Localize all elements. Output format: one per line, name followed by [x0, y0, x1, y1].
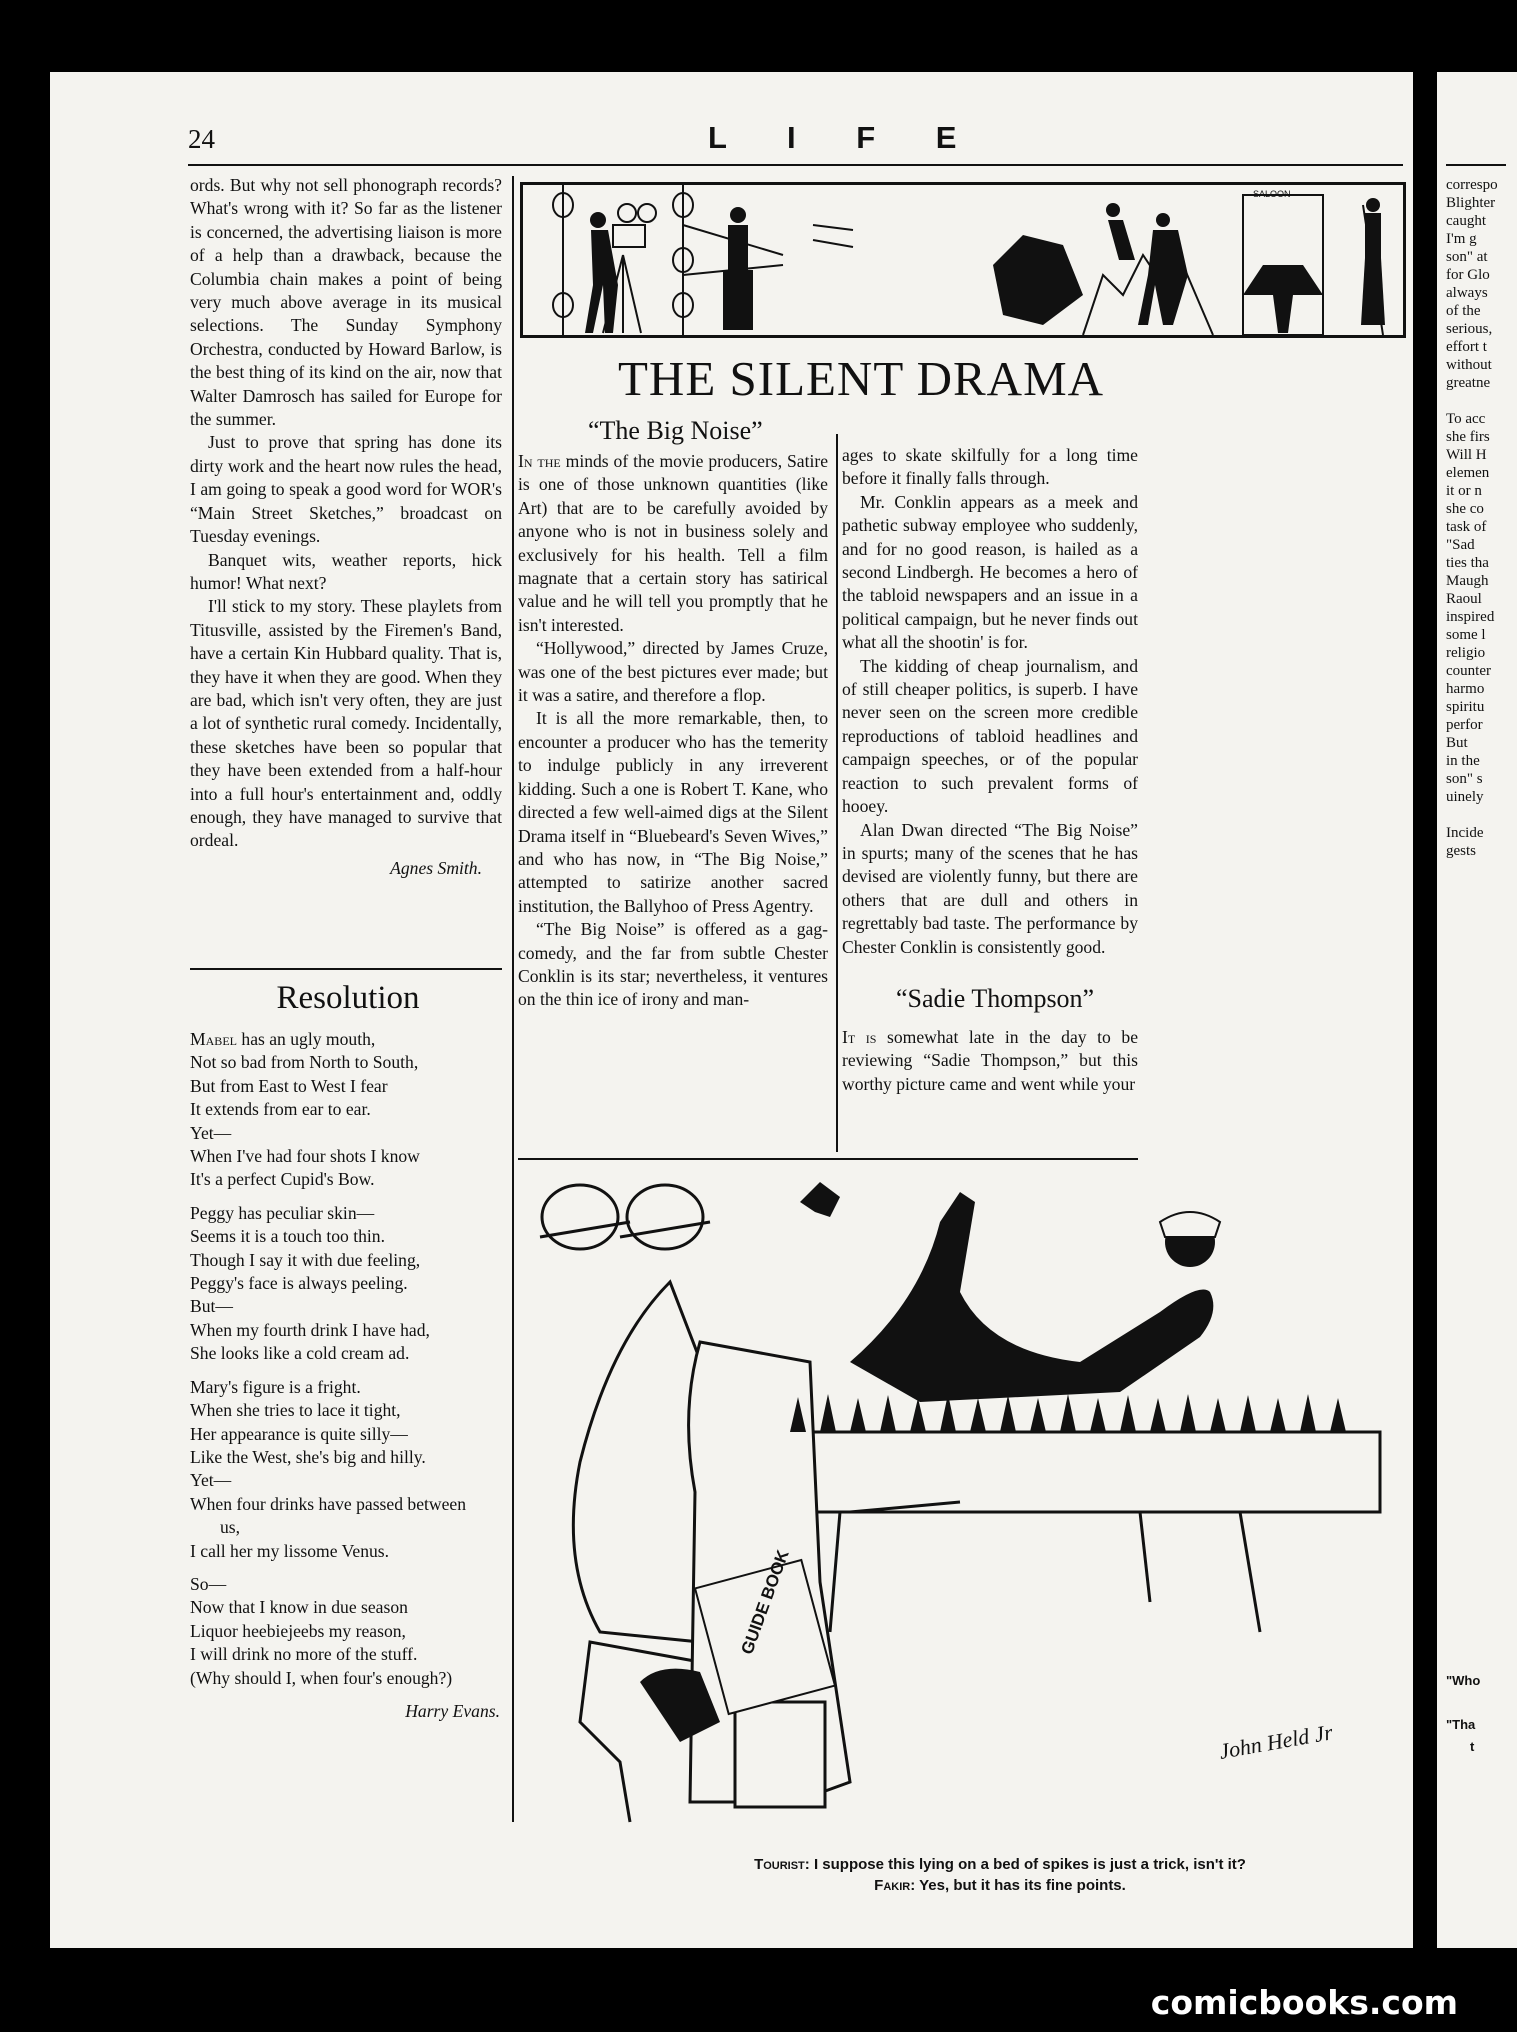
poem-line: When my fourth drink I have had,	[190, 1319, 430, 1340]
adjacent-line: "Tha	[1446, 1717, 1476, 1732]
adjacent-line: harmo	[1446, 681, 1485, 697]
adjacent-line: Will H	[1446, 447, 1487, 463]
adjacent-page-caption	[1446, 1670, 1506, 1758]
poem-signature: Harry Evans.	[405, 1700, 500, 1721]
adjacent-line: effort t	[1446, 339, 1487, 355]
header-rule	[188, 164, 1403, 166]
poem-line: When she tries to lace it tight,	[190, 1400, 401, 1421]
section-title: THE SILENT DRAMA	[618, 351, 1105, 406]
poem-body	[190, 1028, 520, 1723]
poem-line: Seems it is a touch too thin.	[190, 1226, 385, 1247]
adjacent-line: it or n	[1446, 483, 1482, 499]
poem-stanza	[190, 1202, 520, 1366]
poem-line: (Why should I, when four's enough?)	[190, 1667, 453, 1688]
radio-column	[190, 174, 502, 880]
column-rule	[836, 434, 838, 1152]
adjacent-line: she firs	[1446, 429, 1490, 445]
poem-line: Peggy has peculiar skin—	[190, 1202, 375, 1223]
adjacent-line: I'm g	[1446, 231, 1477, 247]
poem-line: us,	[220, 1517, 241, 1538]
adjacent-line: "Who	[1446, 1673, 1481, 1688]
adjacent-line: Incide	[1446, 825, 1484, 841]
radio-paragraph: ords. But why not sell phonograph records? What's wrong with it? So far as the listener is concerned, the advertising liaison is more of a help than a drawback, because the Columbia chain makes a point of being very much above average in its musical selections. The Sunday Symphony Orchestra, conducted by Howard Barlow, is the best thing of its kind on the air, now that Walter Damrosch has sailed for Europe for the summer.	[190, 175, 502, 430]
review-lead: It is	[842, 1027, 877, 1047]
radio-paragraph: Just to prove that spring has done its dirty work and the heart now rules the head, I am going to speak a good word for WOR's “Main Street Sketches,” broadcast on Tuesday evenings.	[190, 432, 502, 547]
adjacent-line: correspo	[1446, 177, 1498, 193]
review-paragraph: It is somewhat late in the day to be reviewing “Sadie Thompson,” but this worthy picture came and went while your	[842, 1027, 1139, 1094]
review-title: “The Big Noise”	[588, 416, 763, 445]
cartoon-caption	[650, 1854, 1350, 1896]
poem-line: So—	[190, 1573, 227, 1594]
adjacent-line: elemen	[1446, 465, 1490, 481]
poem-line: Yet—	[190, 1470, 232, 1491]
adjacent-line: Maugh	[1446, 573, 1489, 589]
review-paragraph: In the minds of the movie producers, Satire is one of those unknown quantities (like Art) that are to be carefully avoided by anyone who is not in business solely and exclusively for his health. Tell a film magnate that a certain story has satirical value and he will tell you promptly that he isn't interested.	[518, 451, 829, 635]
section-divider	[518, 1158, 1138, 1160]
adjacent-line: serious,	[1446, 321, 1493, 337]
guide-book-label: GUIDE BOOK	[737, 1547, 793, 1657]
adjacent-line: gests	[1446, 843, 1476, 859]
movie-set-illustration	[523, 185, 1403, 335]
adjacent-line: ties tha	[1446, 555, 1489, 571]
poem-title: Resolution	[276, 980, 420, 1016]
movie-set-banner	[520, 182, 1406, 338]
adjacent-line: Raoul	[1446, 591, 1482, 607]
poem-line: Like the West, she's big and hilly.	[190, 1446, 426, 1467]
radio-paragraph: Banquet wits, weather reports, hick humor! What next?	[190, 549, 502, 593]
poem-line: Yet—	[190, 1122, 232, 1143]
adjacent-line: in the	[1446, 753, 1480, 769]
caption-speaker: Tourist:	[754, 1856, 810, 1873]
poem-line: When I've had four shots I know	[190, 1146, 420, 1167]
page-gutter	[1413, 72, 1437, 1948]
magazine-page	[50, 72, 1498, 1948]
adjacent-line: son" at	[1446, 249, 1488, 265]
review-paragraph: It is all the more remarkable, then, to encounter a producer who has the temerity to indulge publicly in any irreverent kidding. Such a one is Robert T. Kane, who directed a few well-aimed digs at the Silent Drama itself in “Bluebeard's Seven Wives,” and who has now, in “The Big Noise,” attempted to satirize another sacred institution, the Ballyhoo of Press Agentry.	[518, 708, 828, 916]
adjacent-line: without	[1446, 357, 1492, 373]
adjacent-line: greatne	[1446, 375, 1491, 391]
poem-stanza	[190, 1573, 520, 1690]
poem-stanza	[190, 1028, 520, 1192]
poem-line: It extends from ear to ear.	[190, 1099, 371, 1120]
caption-speaker: Fakir:	[874, 1877, 916, 1894]
page-number: 24	[188, 124, 215, 154]
adjacent-line	[1446, 806, 1506, 824]
cartoon-illustration	[520, 1162, 1400, 1842]
poem-lead: Mabel	[190, 1029, 237, 1049]
artist-signature: John Held Jr	[1217, 1719, 1335, 1764]
adjacent-line: inspired	[1446, 609, 1495, 625]
saloon-sign: SALOON	[1253, 189, 1291, 199]
adjacent-line: task of	[1446, 519, 1487, 535]
adjacent-line: But	[1446, 735, 1468, 751]
poem-line: She looks like a cold cream ad.	[190, 1343, 410, 1364]
adjacent-line	[1446, 1692, 1506, 1714]
adjacent-line: t	[1470, 1739, 1475, 1754]
adjacent-line: some l	[1446, 627, 1486, 643]
review-column-2	[842, 444, 1138, 959]
adjacent-line: To acc	[1446, 411, 1486, 427]
review-title: “Sadie Thompson”	[896, 984, 1095, 1013]
poem-line: Not so bad from North to South,	[190, 1052, 419, 1073]
review-column-1	[518, 450, 828, 1012]
poem-line: I call her my lissome Venus.	[190, 1540, 390, 1561]
review-paragraph: Alan Dwan directed “The Big Noise” in spurts; many of the scenes that he has devised are violently funny, but there are others that are dull and others in regrettably bad taste. The performance by Chester Conklin is consistently good.	[842, 819, 1138, 957]
watermark: comicbooks.com	[1150, 1983, 1458, 2022]
adjacent-line: "Sad	[1446, 537, 1475, 553]
review-paragraph: “The Big Noise” is offered as a gag-comedy, and the far from subtle Chester Conklin is its star; nevertheless, it ventures on the thin ice of irony and man-	[518, 919, 828, 1010]
adjacent-line: for Glo	[1446, 267, 1490, 283]
poem-line: Though I say it with due feeling,	[190, 1249, 421, 1270]
poem-line: But—	[190, 1296, 234, 1317]
adjacent-line: spiritu	[1446, 699, 1485, 715]
review-paragraph: The kidding of cheap journalism, and of still cheaper politics, is superb. I have never seen on the screen more credible reproductions of tabloid headlines and campaign speeches, or of the popular reaction to such prevalent forms of hooey.	[842, 655, 1138, 817]
adjacent-line: of the	[1446, 303, 1481, 319]
poem-line: Mary's figure is a fright.	[190, 1376, 361, 1397]
review-paragraph: Mr. Conklin appears as a meek and pathetic subway employee who suddenly, and for no good reason, is hailed as a second Lindbergh. He becomes a hero of the tabloid newspapers and an issue in a political campaign, but he never finds out what all the shootin' is for.	[842, 491, 1138, 653]
adjacent-line	[1446, 392, 1506, 410]
adjacent-line: perfor	[1446, 717, 1483, 733]
adjacent-line: religio	[1446, 645, 1486, 661]
poem-line: But from East to West I fear	[190, 1075, 388, 1096]
column-rule	[512, 176, 514, 1822]
poem-line: Her appearance is quite silly—	[190, 1423, 408, 1444]
radio-paragraph: I'll stick to my story. These playlets from Titusville, assisted by the Firemen's Band, have a certain Kin Hubbard quality. That is, they have it when they are good. When they are bad, which isn't very often, they are just a lot of synthetic rural comedy. Incidentally, these sketches have been so popular that they have been extended from a half-hour into a full hour's entertainment and, oddly enough, they have managed to survive that ordeal.	[190, 596, 502, 851]
poem-stanza	[190, 1376, 520, 1563]
review-lead: In the	[518, 451, 561, 471]
poem-line: I will drink no more of the stuff.	[190, 1644, 418, 1665]
author-signature: Agnes Smith.	[390, 857, 482, 878]
adjacent-line: always	[1446, 285, 1488, 301]
review-paragraph: “Hollywood,” directed by James Cruze, was one of the best pictures ever made; but it was a satire, and therefore a flop.	[518, 638, 828, 706]
poem-line: Now that I know in due season	[190, 1597, 408, 1618]
review-column-2b	[842, 1026, 1138, 1096]
fakir-cartoon	[520, 1162, 1400, 1842]
adjacent-page-text	[1446, 176, 1506, 860]
adjacent-line: caught	[1446, 213, 1486, 229]
section-divider	[190, 968, 502, 970]
adjacent-line: she co	[1446, 501, 1484, 517]
caption-line-2: Fakir: Yes, but it has its fine points.	[874, 1877, 1126, 1894]
adjacent-header-rule	[1446, 164, 1506, 166]
poem-line: Liquor heebiejeebs my reason,	[190, 1620, 406, 1641]
adjacent-line: uinely	[1446, 789, 1484, 805]
poem-line: Mabel has an ugly mouth,	[190, 1029, 376, 1049]
adjacent-line: son" s	[1446, 771, 1483, 787]
adjacent-line: counter	[1446, 663, 1491, 679]
review-paragraph: ages to skate skilfully for a long time before it finally falls through.	[842, 445, 1138, 489]
poem-line: Peggy's face is always peeling.	[190, 1273, 408, 1294]
magazine-title: L I F E	[708, 120, 983, 155]
poem-line: It's a perfect Cupid's Bow.	[190, 1169, 375, 1190]
adjacent-line: Blighter	[1446, 195, 1496, 211]
caption-line-1: Tourist: I suppose this lying on a bed of spikes is just a trick, isn't it?	[754, 1856, 1246, 1873]
poem-line: When four drinks have passed between	[190, 1493, 467, 1514]
